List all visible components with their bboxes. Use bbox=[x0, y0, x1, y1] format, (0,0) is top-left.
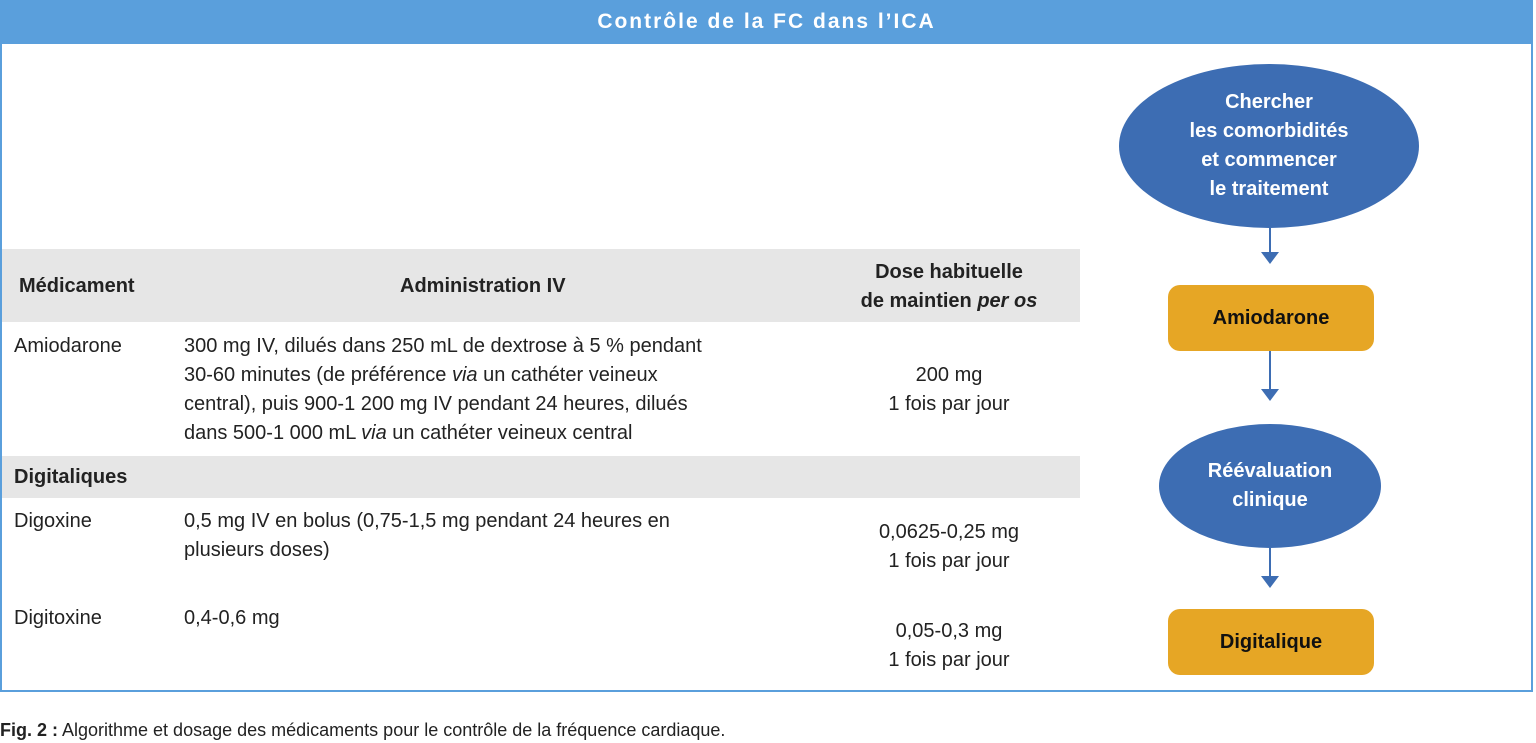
title-bar bbox=[0, 0, 1533, 44]
row-amiodarone-admin: 300 mg IV, dilués dans 250 mL de dextrose à 5 % pendant 30-60 minutes (de préférence via un cathéter veineux central), puis 900-1 200 mg IV pendant 24 heures, dilués dans 500-1 000 mL via un cathéter veineux central bbox=[184, 335, 702, 444]
row-digoxine-dose: 0,0625-0,25 mg 1 fois par jour bbox=[878, 521, 1020, 572]
row-amiodarone-dose: 200 mg 1 fois par jour bbox=[888, 364, 1010, 415]
flow-arrow-1 bbox=[1269, 228, 1271, 254]
row-amiodarone-name: Amiodarone bbox=[14, 335, 122, 357]
header-admin: Administration IV bbox=[400, 275, 566, 297]
flow-reevaluation-oval: Réévaluation clinique bbox=[1159, 424, 1381, 548]
section-band bbox=[2, 456, 1080, 498]
header-dose bbox=[830, 258, 1068, 316]
row-digitoxine-dose: 0,05-0,3 mg 1 fois par jour bbox=[888, 620, 1010, 671]
figure-caption: Fig. 2 : Algorithme et dosage des médicaments pour le contrôle de la fréquence cardiaque. bbox=[0, 720, 726, 740]
flow-amiodarone-box: Amiodarone bbox=[1168, 285, 1374, 351]
flow-arrow-3 bbox=[1269, 548, 1271, 578]
flow-arrow-2 bbox=[1269, 351, 1271, 391]
header-dose-line2: de maintien per os bbox=[860, 290, 1038, 312]
flow-start-oval: Chercher les comorbidités et commencer le traitement bbox=[1119, 64, 1419, 228]
figure-title: Contrôle de la FC dans l’ICA bbox=[597, 10, 936, 33]
flow-digitalique-box: Digitalique bbox=[1168, 609, 1374, 675]
row-digoxine-name: Digoxine bbox=[14, 510, 92, 532]
row-digitoxine-name: Digitoxine bbox=[14, 607, 102, 629]
row-digitoxine-admin: 0,4-0,6 mg bbox=[184, 607, 280, 629]
header-drug: Médicament bbox=[19, 275, 135, 297]
header-dose-line1: Dose habituelle bbox=[875, 261, 1023, 283]
row-digoxine-admin: 0,5 mg IV en bolus (0,75-1,5 mg pendant 24 heures en plusieurs doses) bbox=[184, 510, 670, 561]
section-digitaliques: Digitaliques bbox=[14, 466, 128, 488]
